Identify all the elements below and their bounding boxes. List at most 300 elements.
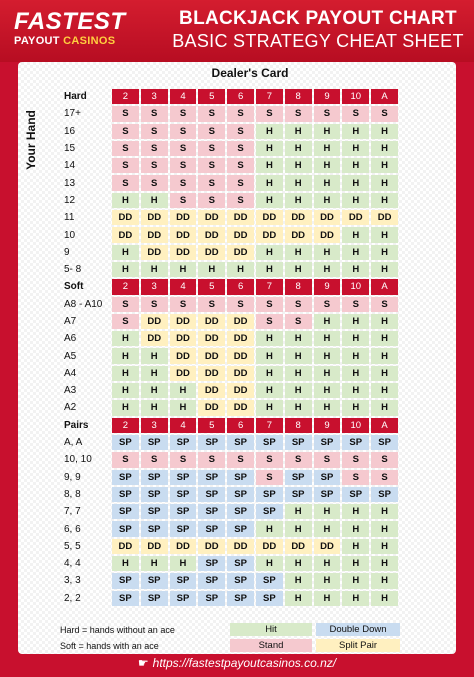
action-cell: H <box>342 556 369 571</box>
action-cell: DD <box>227 210 254 225</box>
section-title: Hard <box>64 91 87 103</box>
action-cell: SP <box>141 435 168 450</box>
action-cell: SP <box>198 470 225 485</box>
action-cell: S <box>141 175 168 190</box>
action-cell: S <box>285 297 312 312</box>
action-cell: S <box>198 158 225 173</box>
dealer-card-header: 5 <box>198 89 225 104</box>
legend-soft-note: Soft = hands with an ace <box>60 641 159 651</box>
table-row <box>62 106 398 121</box>
action-cell: DD <box>285 227 312 242</box>
action-cell: S <box>371 470 398 485</box>
action-cell: H <box>112 383 139 398</box>
action-cell: S <box>112 297 139 312</box>
table-row <box>62 487 398 502</box>
action-cell: H <box>314 383 341 398</box>
action-cell: DD <box>170 539 197 554</box>
action-cell: SP <box>198 504 225 519</box>
action-cell: H <box>371 245 398 260</box>
action-cell: H <box>314 591 341 606</box>
action-cell: S <box>112 106 139 121</box>
action-cell: H <box>256 556 283 571</box>
action-cell: SP <box>198 521 225 536</box>
dealer-card-header: 2 <box>112 279 139 294</box>
brand-logo[interactable] <box>14 10 136 56</box>
action-cell: DD <box>198 400 225 415</box>
hand-label: A3 <box>64 385 77 397</box>
action-cell: S <box>227 297 254 312</box>
action-cell: SP <box>227 573 254 588</box>
dealer-card-header: 3 <box>141 418 168 433</box>
action-cell: DD <box>314 210 341 225</box>
page-title: BLACKJACK PAYOUT CHART <box>179 8 457 29</box>
action-cell: DD <box>256 227 283 242</box>
action-cell: DD <box>227 400 254 415</box>
action-cell: H <box>342 175 369 190</box>
action-cell: SP <box>112 521 139 536</box>
table-row <box>62 158 398 173</box>
action-cell: H <box>342 227 369 242</box>
action-cell: SP <box>141 470 168 485</box>
table-row <box>62 556 398 571</box>
action-cell: H <box>256 383 283 398</box>
action-cell: H <box>285 383 312 398</box>
table-row <box>62 452 398 467</box>
footer-link[interactable] <box>0 656 474 670</box>
action-cell: H <box>141 193 168 208</box>
action-cell: H <box>256 262 283 277</box>
table-row <box>62 331 398 346</box>
action-cell: H <box>371 262 398 277</box>
action-cell: DD <box>198 210 225 225</box>
action-cell: H <box>256 158 283 173</box>
action-cell: H <box>314 245 341 260</box>
section-header-row <box>62 279 398 294</box>
action-cell: SP <box>112 470 139 485</box>
action-cell: H <box>371 539 398 554</box>
action-cell: H <box>342 521 369 536</box>
action-cell: SP <box>342 435 369 450</box>
section-title: Pairs <box>64 419 89 431</box>
action-cell: S <box>285 314 312 329</box>
hand-label: 11 <box>64 212 75 224</box>
action-cell: S <box>342 297 369 312</box>
hand-label: 4, 4 <box>64 558 81 570</box>
action-cell: DD <box>198 245 225 260</box>
action-cell: S <box>371 297 398 312</box>
table-row <box>62 210 398 225</box>
dealer-card-header: 5 <box>198 279 225 294</box>
action-cell: H <box>342 591 369 606</box>
action-cell: H <box>342 193 369 208</box>
action-cell: SP <box>256 504 283 519</box>
action-cell: SP <box>227 435 254 450</box>
action-cell: SP <box>170 504 197 519</box>
table-row <box>62 539 398 554</box>
action-cell: H <box>256 400 283 415</box>
action-cell: DD <box>170 210 197 225</box>
action-cell: H <box>112 331 139 346</box>
action-cell: SP <box>256 487 283 502</box>
action-cell: H <box>285 245 312 260</box>
action-cell: S <box>170 141 197 156</box>
action-cell: DD <box>141 314 168 329</box>
table-row <box>62 227 398 242</box>
action-cell: DD <box>141 210 168 225</box>
action-cell: S <box>141 106 168 121</box>
action-cell: H <box>342 400 369 415</box>
action-cell: DD <box>227 348 254 363</box>
action-cell: H <box>314 504 341 519</box>
action-cell: S <box>227 158 254 173</box>
dealer-card-header: 10 <box>342 418 369 433</box>
action-cell: H <box>256 193 283 208</box>
action-cell: H <box>141 366 168 381</box>
legend-hard-note: Hard = hands without an ace <box>60 625 175 635</box>
action-cell: H <box>141 400 168 415</box>
action-cell: H <box>371 573 398 588</box>
action-cell: H <box>256 521 283 536</box>
action-cell: H <box>371 348 398 363</box>
action-cell: H <box>342 573 369 588</box>
logo-top-text: FASTEST <box>14 8 126 35</box>
action-cell: H <box>314 573 341 588</box>
hand-label: 5, 5 <box>64 540 81 552</box>
section-title: Soft <box>64 281 84 293</box>
action-cell: H <box>342 504 369 519</box>
action-cell: SP <box>141 591 168 606</box>
action-cell: DD <box>198 331 225 346</box>
action-cell: H <box>141 262 168 277</box>
hand-label: 15 <box>64 143 76 155</box>
action-cell: DD <box>227 383 254 398</box>
action-cell: SP <box>198 556 225 571</box>
action-cell: H <box>342 366 369 381</box>
action-cell: SP <box>314 470 341 485</box>
hand-label: A2 <box>64 402 77 414</box>
action-cell: SP <box>112 573 139 588</box>
header-banner <box>0 0 474 62</box>
action-cell: S <box>198 141 225 156</box>
hand-label: 13 <box>64 177 76 189</box>
action-cell: SP <box>371 435 398 450</box>
action-cell: SP <box>256 591 283 606</box>
dealer-card-header: 10 <box>342 279 369 294</box>
action-cell: SP <box>112 591 139 606</box>
legend-double-down: Double Down <box>316 623 400 636</box>
action-cell: SP <box>314 487 341 502</box>
action-cell: SP <box>227 487 254 502</box>
action-cell: H <box>285 175 312 190</box>
action-cell: S <box>198 193 225 208</box>
action-cell: S <box>112 452 139 467</box>
page-subtitle: BASIC STRATEGY CHEAT SHEET <box>172 31 464 51</box>
dealer-card-header: 4 <box>170 89 197 104</box>
action-cell: S <box>256 314 283 329</box>
action-cell: SP <box>170 470 197 485</box>
table-row <box>62 245 398 260</box>
action-cell: SP <box>170 591 197 606</box>
action-cell: SP <box>227 521 254 536</box>
action-cell: H <box>170 400 197 415</box>
action-cell: H <box>314 158 341 173</box>
action-cell: H <box>342 158 369 173</box>
action-cell: H <box>285 400 312 415</box>
action-cell: SP <box>227 504 254 519</box>
dealer-card-header: 3 <box>141 279 168 294</box>
action-cell: S <box>198 452 225 467</box>
hand-label: 6, 6 <box>64 523 81 535</box>
action-cell: DD <box>170 227 197 242</box>
action-cell: S <box>227 193 254 208</box>
logo-bottom-right: CASINOS <box>63 35 116 47</box>
action-cell: S <box>141 124 168 139</box>
action-cell: S <box>141 297 168 312</box>
action-cell: SP <box>170 487 197 502</box>
action-cell: DD <box>112 210 139 225</box>
hand-label: A, A <box>64 437 83 449</box>
footer-url: https://fastestpayoutcasinos.co.nz/ <box>152 656 337 670</box>
action-cell: H <box>314 175 341 190</box>
action-cell: DD <box>170 331 197 346</box>
action-cell: SP <box>170 521 197 536</box>
action-cell: DD <box>256 210 283 225</box>
action-cell: S <box>198 124 225 139</box>
action-cell: H <box>314 262 341 277</box>
action-cell: SP <box>112 487 139 502</box>
action-cell: H <box>141 348 168 363</box>
hand-label: 10 <box>64 229 76 241</box>
action-cell: H <box>285 158 312 173</box>
dealer-card-header: 8 <box>285 418 312 433</box>
dealer-card-header: 7 <box>256 279 283 294</box>
action-cell: H <box>256 124 283 139</box>
pointer-icon: ☛ <box>137 656 149 670</box>
table-row <box>62 591 398 606</box>
action-cell: S <box>342 106 369 121</box>
action-cell: H <box>285 193 312 208</box>
table-row <box>62 124 398 139</box>
action-cell: S <box>112 141 139 156</box>
action-cell: H <box>112 245 139 260</box>
hand-label: A6 <box>64 333 77 345</box>
action-cell: S <box>170 193 197 208</box>
action-cell: H <box>371 175 398 190</box>
table-row <box>62 573 398 588</box>
action-cell: DD <box>227 227 254 242</box>
action-cell: H <box>314 366 341 381</box>
action-cell: SP <box>170 573 197 588</box>
action-cell: S <box>112 175 139 190</box>
action-cell: S <box>170 297 197 312</box>
logo-bottom-left: PAYOUT <box>14 35 60 47</box>
action-cell: SP <box>342 487 369 502</box>
action-cell: S <box>227 124 254 139</box>
action-cell: DD <box>170 348 197 363</box>
action-cell: DD <box>198 314 225 329</box>
dealer-card-header: 9 <box>314 418 341 433</box>
action-cell: H <box>285 591 312 606</box>
action-cell: H <box>141 556 168 571</box>
table-row <box>62 314 398 329</box>
action-cell: SP <box>198 435 225 450</box>
hand-label: 16 <box>64 125 76 137</box>
action-cell: S <box>170 175 197 190</box>
action-cell: DD <box>198 227 225 242</box>
action-cell: DD <box>198 539 225 554</box>
action-cell: S <box>141 158 168 173</box>
action-cell: SP <box>198 573 225 588</box>
action-cell: S <box>342 452 369 467</box>
dealer-card-header: A <box>371 418 398 433</box>
action-cell: S <box>112 314 139 329</box>
action-cell: H <box>342 383 369 398</box>
hand-label: 7, 7 <box>64 506 81 518</box>
legend-stand: Stand <box>230 639 312 652</box>
action-cell: DD <box>227 331 254 346</box>
legend-hit: Hit <box>230 623 312 636</box>
hand-label: 12 <box>64 194 76 206</box>
action-cell: SP <box>141 504 168 519</box>
hand-label: 9, 9 <box>64 471 81 483</box>
action-cell: H <box>314 314 341 329</box>
action-cell: S <box>227 141 254 156</box>
table-row <box>62 435 398 450</box>
dealer-card-label: Dealer's Card <box>211 66 289 80</box>
action-cell: S <box>371 452 398 467</box>
action-cell: H <box>285 504 312 519</box>
action-cell: DD <box>285 210 312 225</box>
action-cell: H <box>112 366 139 381</box>
action-cell: SP <box>141 521 168 536</box>
action-cell: H <box>170 383 197 398</box>
your-hand-label: Your Hand <box>24 110 38 170</box>
action-cell: H <box>314 400 341 415</box>
action-cell: DD <box>314 539 341 554</box>
action-cell: H <box>371 227 398 242</box>
action-cell: DD <box>314 227 341 242</box>
action-cell: SP <box>285 470 312 485</box>
action-cell: H <box>285 556 312 571</box>
hand-label: A7 <box>64 316 77 327</box>
action-cell: H <box>371 521 398 536</box>
action-cell: S <box>170 124 197 139</box>
action-cell: H <box>112 193 139 208</box>
action-cell: S <box>314 452 341 467</box>
action-cell: SP <box>112 504 139 519</box>
table-row <box>62 521 398 536</box>
action-cell: DD <box>170 245 197 260</box>
hand-label: 14 <box>64 160 76 172</box>
action-cell: H <box>285 262 312 277</box>
action-cell: S <box>198 297 225 312</box>
action-cell: S <box>227 175 254 190</box>
action-cell: H <box>112 556 139 571</box>
action-cell: H <box>314 193 341 208</box>
action-cell: H <box>314 124 341 139</box>
table-row <box>62 504 398 519</box>
dealer-card-header: 7 <box>256 418 283 433</box>
action-cell: DD <box>112 227 139 242</box>
action-cell: DD <box>141 539 168 554</box>
table-row <box>62 400 398 415</box>
dealer-card-header: 7 <box>256 89 283 104</box>
action-cell: S <box>371 106 398 121</box>
action-cell: H <box>371 124 398 139</box>
action-cell: H <box>342 245 369 260</box>
action-cell: DD <box>256 539 283 554</box>
section-header-row <box>62 418 398 433</box>
legend-split-pair: Split Pair <box>316 639 400 652</box>
action-cell: H <box>371 366 398 381</box>
action-cell: H <box>256 348 283 363</box>
action-cell: SP <box>198 591 225 606</box>
action-cell: SP <box>256 435 283 450</box>
action-cell: S <box>198 106 225 121</box>
action-cell: SP <box>285 435 312 450</box>
dealer-card-header: 6 <box>227 279 254 294</box>
hand-label: 5- 8 <box>64 264 82 276</box>
action-cell: H <box>198 262 225 277</box>
action-cell: H <box>170 262 197 277</box>
action-cell: DD <box>371 210 398 225</box>
dealer-card-header: 6 <box>227 418 254 433</box>
action-cell: S <box>170 452 197 467</box>
action-cell: H <box>371 314 398 329</box>
table-row <box>62 470 398 485</box>
action-cell: DD <box>170 366 197 381</box>
table-row <box>62 175 398 190</box>
action-cell: H <box>371 158 398 173</box>
action-cell: H <box>285 331 312 346</box>
hand-label: 3, 3 <box>64 575 81 587</box>
action-cell: H <box>342 331 369 346</box>
action-cell: H <box>256 175 283 190</box>
action-cell: DD <box>227 366 254 381</box>
logo-bottom-text <box>14 34 136 48</box>
table-row <box>62 193 398 208</box>
action-cell: S <box>256 106 283 121</box>
action-cell: SP <box>227 556 254 571</box>
dealer-card-header: 2 <box>112 418 139 433</box>
action-cell: S <box>227 452 254 467</box>
action-cell: H <box>285 124 312 139</box>
action-cell: S <box>227 106 254 121</box>
action-cell: S <box>112 124 139 139</box>
table-row <box>62 297 398 312</box>
action-cell: S <box>170 106 197 121</box>
action-cell: SP <box>256 573 283 588</box>
action-cell: H <box>256 331 283 346</box>
action-cell: DD <box>141 227 168 242</box>
action-cell: S <box>285 106 312 121</box>
action-cell: H <box>112 348 139 363</box>
table-row <box>62 366 398 381</box>
action-cell: S <box>170 158 197 173</box>
action-cell: SP <box>170 435 197 450</box>
legend <box>60 623 400 653</box>
dealer-card-header: 3 <box>141 89 168 104</box>
action-cell: H <box>285 521 312 536</box>
action-cell: DD <box>170 314 197 329</box>
action-cell: H <box>256 245 283 260</box>
action-cell: DD <box>227 245 254 260</box>
action-cell: SP <box>371 487 398 502</box>
table-row <box>62 383 398 398</box>
hand-label: 10, 10 <box>64 454 92 466</box>
action-cell: S <box>256 470 283 485</box>
action-cell: H <box>170 556 197 571</box>
